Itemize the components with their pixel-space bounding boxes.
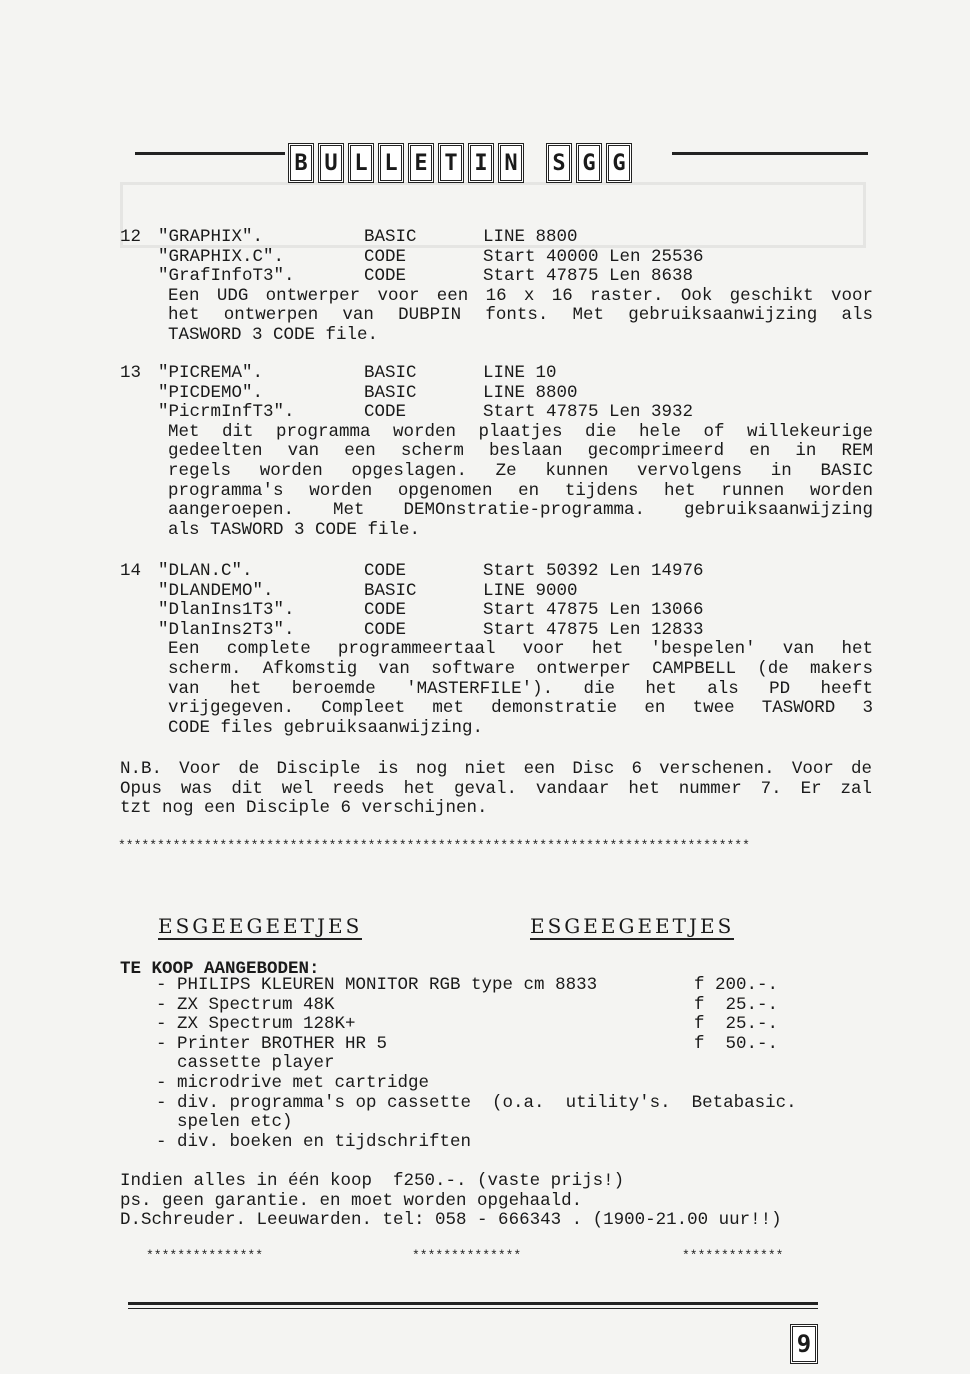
entry-number: 14	[120, 561, 142, 581]
file-name: "GRAPHIX.C".	[158, 246, 285, 267]
title-letter: U	[318, 143, 344, 183]
title-letter: I	[468, 143, 494, 183]
file-type: BASIC	[364, 227, 417, 247]
footer-rule-2	[128, 1308, 818, 1309]
title-letter: E	[408, 143, 434, 183]
description-line: CODE files gebruiksaanwijzing.	[168, 717, 484, 738]
description-line: regels worden opgeslagen. Ze kunnen vervolgens in BASIC	[168, 461, 873, 481]
for-sale-item: - div. programma's op cassette (o.a. utility's. Betabasic.	[156, 1092, 797, 1113]
for-sale-item: - ZX Spectrum 48K	[156, 994, 335, 1015]
closing-star-group: **************	[412, 1248, 522, 1263]
description-line: Een UDG ontwerper voor een 16 x 16 raster. Ook geschikt voor	[168, 285, 873, 306]
title-letter: T	[438, 143, 464, 183]
file-type: CODE	[364, 619, 407, 640]
file-type: CODE	[364, 561, 407, 581]
description-line: als TASWORD 3 CODE file.	[168, 519, 421, 540]
for-sale-title: TE KOOP AANGEBODEN:	[120, 959, 320, 979]
file-type: BASIC	[364, 580, 417, 601]
for-sale-price: f 25.-.	[694, 994, 779, 1015]
description-line: het ontwerpen van DUBPIN fonts. Met gebruiksaanwijzing als	[168, 305, 873, 326]
footer-line: D.Schreuder. Leeuwarden. tel: 058 - 666343 . (1900-21.00 uur!!)	[120, 1210, 782, 1231]
header-rule-right	[672, 152, 868, 155]
title-letter: N	[498, 143, 524, 183]
file-name: "PICDEMO".	[158, 382, 264, 403]
entry-number: 13	[120, 363, 142, 383]
closing-star-group: *************	[682, 1248, 784, 1263]
note-line: tzt nog een Disciple 6 verschijnen.	[120, 798, 488, 819]
file-info: Start 40000 Len 25536	[483, 246, 704, 267]
title-letter: L	[378, 143, 404, 183]
file-name: "DlanIns2T3".	[158, 619, 295, 640]
for-sale-item: - Printer BROTHER HR 5	[156, 1033, 388, 1054]
file-type: CODE	[364, 266, 407, 287]
for-sale-item: - ZX Spectrum 128K+	[156, 1014, 356, 1035]
title-letter: B	[288, 143, 314, 183]
file-type: BASIC	[364, 363, 417, 383]
file-name: "DLANDEMO".	[158, 580, 274, 601]
footer-line: ps. geen garantie. en moet worden opgehaald.	[120, 1190, 583, 1211]
for-sale-item: - div. boeken en tijdschriften	[156, 1131, 472, 1152]
title-letter: G	[576, 143, 602, 183]
file-info: Start 50392 Len 14976	[483, 561, 704, 581]
description-line: Een complete programmeertaal voor het 'bespelen' van het	[168, 639, 873, 660]
title-letter: L	[348, 143, 374, 183]
title-letter: S	[546, 143, 572, 183]
for-sale-price: f 25.-.	[694, 1014, 779, 1035]
closing-star-group: ***************	[146, 1248, 264, 1263]
footer-line: Indien alles in één koop f250.-. (vaste prijs!)	[120, 1171, 625, 1191]
description-line: aangeroepen. Met DEMOnstratie-programma. gebruiksaanwijzing	[168, 500, 873, 521]
file-info: Start 47875 Len 13066	[483, 600, 704, 621]
file-name: "GrafInfoT3".	[158, 266, 295, 287]
section-heading-right: ESGEEGEETJES	[530, 914, 735, 938]
note-line: N.B. Voor de Disciple is nog niet een Disc 6 verschenen. Voor de	[120, 759, 872, 779]
entry-number: 12	[120, 227, 142, 247]
file-type: BASIC	[364, 382, 417, 403]
separator-stars: *********************************************************************************	[118, 838, 750, 853]
file-name: "DLAN.C".	[158, 561, 253, 581]
file-name: "PICREMA".	[158, 363, 264, 383]
file-name: "GRAPHIX".	[158, 227, 264, 247]
file-type: CODE	[364, 246, 407, 267]
file-name: "DlanIns1T3".	[158, 600, 295, 621]
description-line: TASWORD 3 CODE file.	[168, 325, 379, 345]
for-sale-item: cassette player	[156, 1053, 335, 1074]
for-sale-item: spelen etc)	[156, 1112, 293, 1133]
file-info: Start 47875 Len 12833	[483, 619, 704, 640]
for-sale-price: f 200.-.	[694, 975, 779, 995]
description-line: programma's worden opgenomen en tijdens het runnen worden	[168, 480, 873, 501]
file-info: Start 47875 Len 3932	[483, 402, 694, 423]
file-info: LINE 8800	[483, 382, 578, 403]
bulletin-title	[288, 140, 632, 186]
file-name: "PicrmInfT3".	[158, 402, 295, 423]
file-info: LINE 9000	[483, 580, 578, 601]
section-heading-left: ESGEEGEETJES	[158, 914, 363, 938]
note-line: Opus was dit wel reeds het geval. vandaar het nummer 7. Er zal	[120, 778, 872, 799]
page-number: 9	[790, 1324, 818, 1364]
file-info: Start 47875 Len 8638	[483, 266, 694, 287]
description-line: vrijgegeven. Compleet met demonstratie en twee TASWORD 3	[168, 698, 873, 719]
for-sale-item: - microdrive met cartridge	[156, 1073, 430, 1093]
file-info: LINE 8800	[483, 227, 578, 247]
file-type: CODE	[364, 402, 407, 423]
title-letter: G	[606, 143, 632, 183]
for-sale-item: - PHILIPS KLEUREN MONITOR RGB type cm 8833	[156, 975, 598, 995]
header-rule-left	[135, 152, 285, 155]
description-line: scherm. Afkomstig van software ontwerper CAMPBELL (de makers	[168, 659, 873, 679]
description-line: van het beroemde 'MASTERFILE'). die het als PD heeft	[168, 678, 873, 699]
for-sale-price: f 50.-.	[694, 1033, 779, 1054]
file-info: LINE 10	[483, 363, 557, 383]
description-line: Met dit programma worden plaatjes die hele of willekeurige	[168, 421, 873, 442]
footer-rule	[128, 1302, 818, 1305]
file-type: CODE	[364, 600, 407, 621]
description-line: gedeelten van een scherm beslaan gecomprimeerd en in REM	[168, 441, 873, 462]
